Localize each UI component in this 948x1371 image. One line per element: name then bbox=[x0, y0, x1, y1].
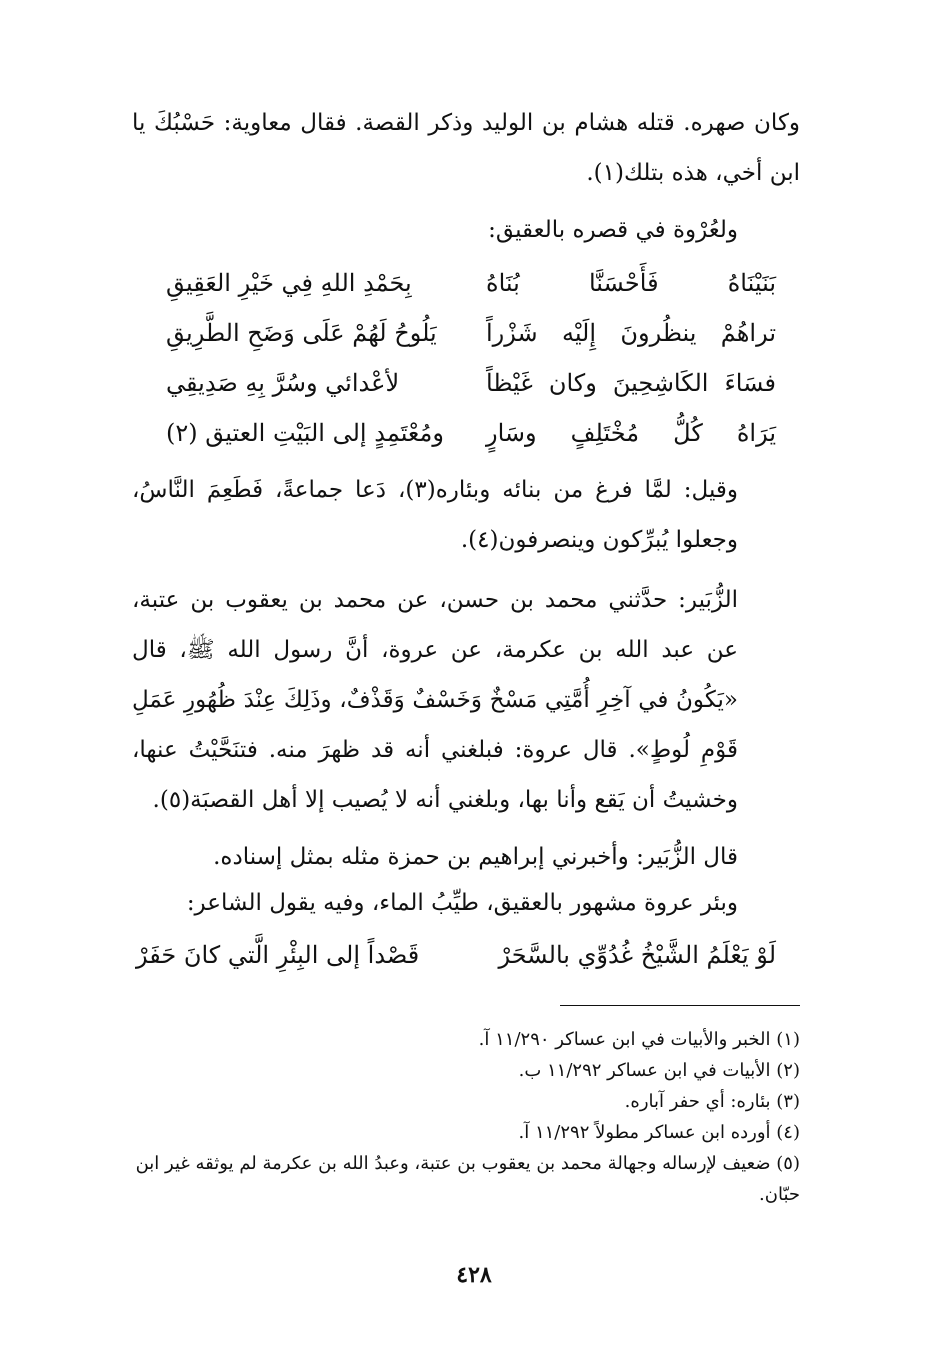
footnote-5: (٥) ضعيف لإرساله وجهالة محمد بن يعقوب بن عتبة، وعبدُ الله بن عكرمة لم يوثقه غير ابن حبّان. bbox=[135, 1153, 800, 1205]
hemistich-first: يَرَاهُ كُلُّ مُخْتَلِفٍ وسَارٍ bbox=[486, 419, 776, 447]
footnote-2: (٢) الأبيات في ابن عساكر ١١/٢٩٢ ب. bbox=[518, 1060, 800, 1081]
hemistich-second: يَلُوحُ لَهُمْ عَلَى وَضَحِ الطَّرِيقِ bbox=[166, 319, 437, 347]
paragraph-2: وقيل: لمَّا فرغ من بنائه وبئاره(٣)، دَعا جماعةً، فَطَعِمَ النَّاسُ، وجعلوا يُبرِّكون وينصرفون(٤). bbox=[132, 477, 738, 553]
footnotes bbox=[126, 1024, 800, 1210]
poem-line-3 bbox=[166, 358, 776, 408]
hemistich-first: تراهُمْ ينظُرونَ إِلَيْه شَزْراً bbox=[486, 319, 776, 347]
paragraph-5: وبئر عروة مشهور بالعقيق، طيِّبُ الماء، وفيه يقول الشاعر: bbox=[186, 890, 738, 916]
footnote-1: (١) الخبر والأبيات في ابن عساكر ١١/٢٩٠ آ. bbox=[478, 1029, 800, 1050]
paragraph-1: وكان صهره. قتله هشام بن الوليد وذكر القصة. فقال معاوية: حَسْبُكَ يا ابن أخي، هذه بتلك(١). bbox=[132, 110, 800, 186]
hemistich-first: بَنَيْنَاهُ فَأَحْسَنَّا بُنَاهُ bbox=[486, 269, 776, 297]
paragraph-4: قال الزُّبَير: وأخبرني إبراهيم بن حمزة مثله بمثل إسناده. bbox=[213, 844, 738, 870]
page-number: ٤٢٨ bbox=[456, 1262, 492, 1288]
verse-intro: ولعُرْوة في قصره بالعقيق: bbox=[488, 217, 738, 243]
poem-line-2 bbox=[166, 308, 776, 358]
poem bbox=[166, 258, 776, 458]
footnote-4: (٤) أورده ابن عساكر مطولاً ١١/٢٩٢ آ. bbox=[518, 1122, 800, 1143]
hemistich-second: بِحَمْدِ اللهِ فِي خَيْرِ العَقِيقِ bbox=[166, 269, 412, 297]
poem-last-line bbox=[136, 930, 776, 980]
footnote-divider bbox=[560, 1005, 800, 1006]
hemistich-first: فسَاءَ الكَاشِحِينَ وكان غَيْظاً bbox=[486, 369, 776, 397]
hemistich-first: لَوْ يَعْلَمُ الشَّيْخُ غُدُوِّي بالسَّحَرْ bbox=[498, 941, 776, 969]
hemistich-second: ومُعْتَمِدٍ إلى البَيْتِ العتيق (٢) bbox=[166, 419, 444, 447]
hemistich-second: لأعْدائي وسُرَّ بِهِ صَدِيقِي bbox=[166, 369, 400, 397]
poem-line-4 bbox=[166, 408, 776, 458]
paragraph-3: الزُّبَير: حدَّثني محمد بن حسن، عن محمد بن يعقوب بن عتبة، عن عبد الله بن عكرمة، عن عروة، أنَّ رسول الله ﷺ، قال «يَكُونُ في آخِرِ أُمَّتِي مَسْخٌ وَخَسْفٌ وَقَذْفٌ، وذَلِكَ عِنْدَ ظُهُورِ عَمَلِ قَوْمِ لُوطٍ». قال عروة: فبلغني أنه قد ظهرَ منه. فتنَحَّيْتُ عنها، وخشيتُ أن يَقع وأنا بها، وبلغني أنه لا يُصيب إلا أهل القصبَة(٥). bbox=[132, 587, 738, 813]
hemistich-second: قَصْداً إلى البِئْرِ الَّتي كانَ حَفَرْ bbox=[136, 941, 420, 969]
footnote-3: (٣) بئاره: أي حفر آباره. bbox=[624, 1091, 800, 1112]
poem-line-1 bbox=[166, 258, 776, 308]
